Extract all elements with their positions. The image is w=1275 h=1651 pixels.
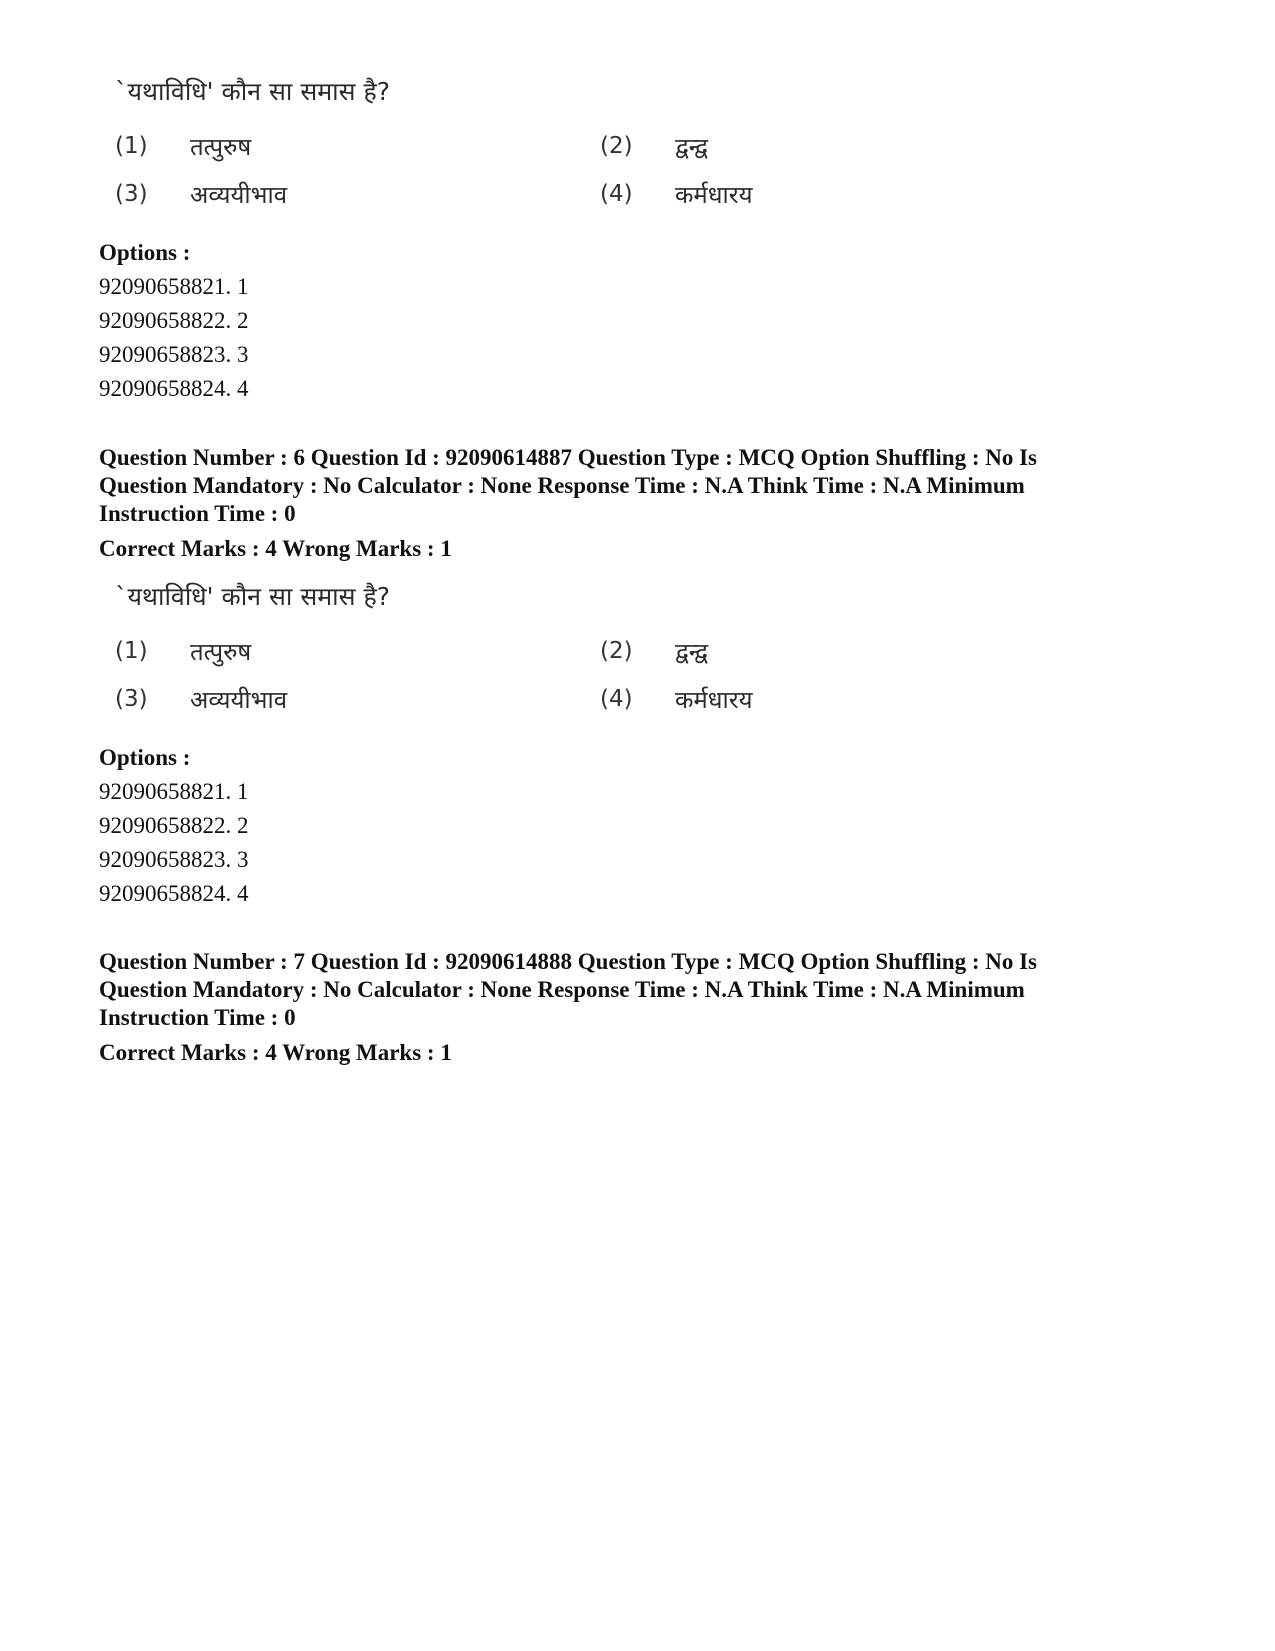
option-line: 92090658823. 3	[99, 342, 249, 367]
question-meta-line: Question Mandatory : No Calculator : None Response Time : N.A Think Time : N.A Minimum	[99, 977, 1025, 1002]
options-list	[99, 741, 1189, 911]
choice-number: (1)	[115, 638, 148, 664]
question-marks: Correct Marks : 4 Wrong Marks : 1	[99, 1040, 452, 1065]
question-text: `यथाविधि' कौन सा समास है?	[115, 77, 391, 106]
choice-number: (3)	[115, 686, 148, 712]
choice-text: अव्ययीभाव	[190, 685, 288, 714]
choice-number: (4)	[600, 686, 633, 712]
option-line: 92090658822. 2	[99, 813, 249, 838]
choice-3	[115, 176, 600, 212]
choice-number: (1)	[115, 133, 148, 159]
choice-number: (2)	[600, 133, 633, 159]
choice-text: कर्मधारय	[675, 180, 753, 209]
choice-number: (2)	[600, 638, 633, 664]
choice-text: अव्ययीभाव	[190, 180, 288, 209]
choice-1	[115, 633, 600, 669]
question-image-block	[115, 74, 875, 212]
question-meta-line: Question Number : 6 Question Id : 92090614887 Question Type : MCQ Option Shuffling : No Is	[99, 445, 1038, 470]
choice-number: (3)	[115, 181, 148, 207]
option-line: 92090658823. 3	[99, 847, 249, 872]
question-meta-line: Instruction Time : 0	[99, 1005, 296, 1030]
choice-3	[115, 681, 600, 717]
options-list	[99, 236, 1189, 406]
option-line: 92090658821. 1	[99, 779, 249, 804]
option-line: 92090658824. 4	[99, 881, 249, 906]
choice-text: द्वन्द्व	[675, 132, 708, 161]
choice-1	[115, 128, 600, 164]
question-meta-line: Question Number : 7 Question Id : 92090614888 Question Type : MCQ Option Shuffling : No Is	[99, 949, 1038, 974]
option-line: 92090658822. 2	[99, 308, 249, 333]
choice-number: (4)	[600, 181, 633, 207]
question-header	[99, 444, 1189, 564]
choice-2	[600, 128, 875, 164]
choice-text: कर्मधारय	[675, 685, 753, 714]
choice-4	[600, 176, 875, 212]
choice-2	[600, 633, 875, 669]
question-choices	[115, 128, 875, 212]
question-meta-line: Instruction Time : 0	[99, 501, 296, 526]
choice-4	[600, 681, 875, 717]
question-marks: Correct Marks : 4 Wrong Marks : 1	[99, 536, 452, 561]
question-meta-line: Question Mandatory : No Calculator : None Response Time : N.A Think Time : N.A Minimum	[99, 473, 1025, 498]
options-heading: Options :	[99, 745, 191, 770]
question-image-block	[115, 579, 875, 717]
question-header	[99, 948, 1189, 1068]
question-choices	[115, 633, 875, 717]
options-heading: Options :	[99, 240, 191, 265]
option-line: 92090658824. 4	[99, 376, 249, 401]
option-line: 92090658821. 1	[99, 274, 249, 299]
choice-text: तत्पुरुष	[190, 637, 252, 666]
choice-text: तत्पुरुष	[190, 132, 252, 161]
choice-text: द्वन्द्व	[675, 637, 708, 666]
question-text: `यथाविधि' कौन सा समास है?	[115, 582, 391, 611]
